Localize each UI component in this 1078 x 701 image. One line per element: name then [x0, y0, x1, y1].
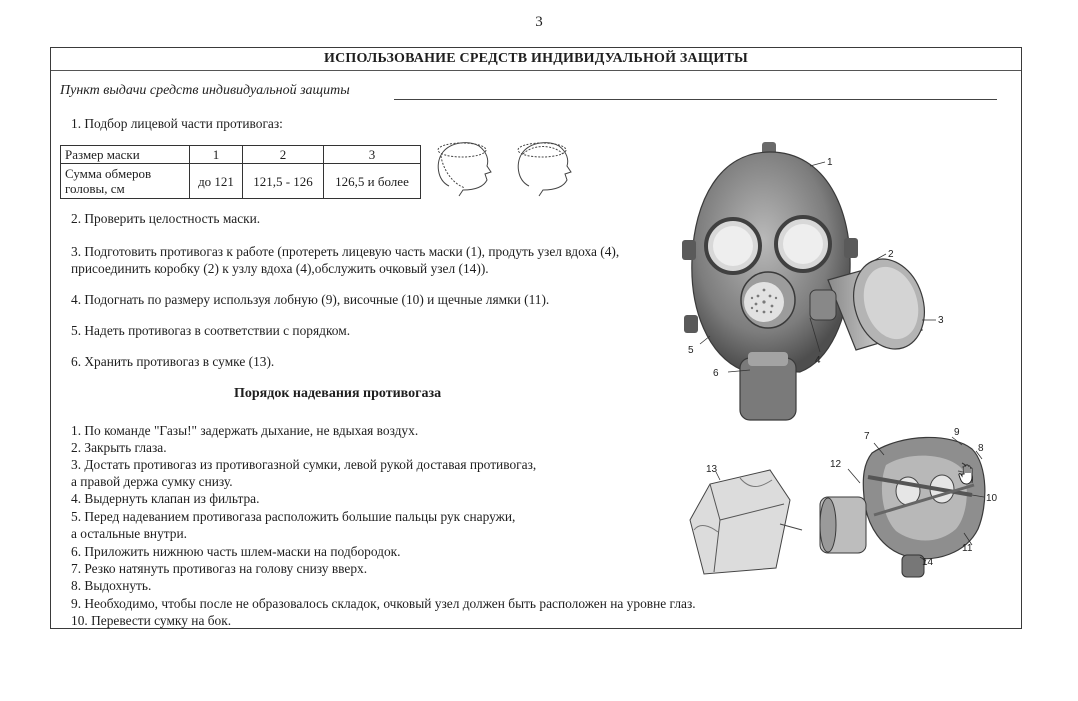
callout-label: 12: [830, 459, 842, 470]
order-title: Порядок надевания противогаза: [234, 386, 442, 401]
document-title: ИСПОЛЬЗОВАНИЕ СРЕДСТВ ИНДИВИДУАЛЬНОЙ ЗАЩИТЫ: [324, 51, 748, 66]
callout-label: 3: [938, 315, 944, 326]
table-row: [61, 164, 421, 199]
callout-label: 6: [713, 368, 719, 379]
callout-label: 11: [962, 543, 973, 554]
table-cell: 3: [324, 146, 421, 164]
step-3-line-2: присоединить коробку (2) к узлу вдоха (4),обслужить очковый узел (14)).: [71, 261, 489, 276]
table-cell: Размер маски: [61, 146, 190, 164]
order-line-12: 10. Перевести сумку на бок.: [71, 613, 232, 628]
callout-label: 14: [922, 557, 934, 568]
gas-mask-bag-illustration: [680, 460, 810, 580]
step-6: 6. Хранить противогаз в сумке (13).: [71, 354, 275, 369]
order-line-10: 8. Выдохнуть.: [71, 578, 152, 593]
order-line-1: 1. По команде "Газы!" задержать дыхание, не вдыхая воздух.: [71, 423, 419, 438]
table-cell: до 121: [190, 164, 243, 199]
table-cell: 1: [190, 146, 243, 164]
title-divider: [51, 70, 1021, 71]
order-line-5: 4. Выдернуть клапан из фильтра.: [71, 491, 260, 506]
mask-back-illustration: [812, 425, 1012, 585]
hand-cursor-icon: [958, 464, 978, 486]
table-cell: 126,5 и более: [324, 164, 421, 199]
callout-label: 5: [688, 345, 694, 356]
order-line-8: 6. Приложить нижнюю часть шлем-маски на подбородок.: [71, 544, 401, 559]
table-row: [61, 146, 421, 164]
table-cell: 2: [243, 146, 324, 164]
gas-mask-illustration: [660, 140, 960, 430]
step-4: 4. Подогнать по размеру используя лобную (9), височные (10) и щечные лямки (11).: [71, 292, 550, 307]
callout-label: 8: [978, 443, 984, 454]
step-5: 5. Надеть противогаз в соответствии с порядком.: [71, 323, 351, 338]
callout-label: 9: [954, 427, 960, 438]
order-line-11: 9. Необходимо, чтобы после не образовалось складок, очковый узел должен быть расположен на уровне глаз.: [71, 596, 696, 611]
frame-bottom-edge: [50, 628, 1022, 629]
page-number: 3: [535, 14, 543, 30]
callout-label: 13: [706, 464, 718, 475]
callout-label: 2: [888, 249, 894, 260]
mask-size-table: [60, 145, 421, 199]
order-line-9: 7. Резко натянуть противогаз на голову снизу вверх.: [71, 561, 368, 576]
callout-label: 4: [815, 355, 821, 366]
point-fill-line: [394, 99, 997, 100]
table-cell: Сумма обмеров головы, см: [61, 164, 190, 199]
order-line-7: а остальные внутри.: [71, 526, 187, 541]
head-measure-illustration: [429, 136, 589, 198]
table-cell: 121,5 - 126: [243, 164, 324, 199]
callout-label: 10: [986, 493, 998, 504]
step-2: 2. Проверить целостность маски.: [71, 211, 261, 226]
order-line-4: а правой держа сумку снизу.: [71, 474, 233, 489]
callout-label: 7: [864, 431, 870, 442]
step-1: 1. Подбор лицевой части противогаз:: [71, 116, 283, 131]
order-line-2: 2. Закрыть глаза.: [71, 440, 167, 455]
step-3-line-1: 3. Подготовить противогаз к работе (протереть лицевую часть маски (1), продуть узел вдоха (4),: [71, 244, 620, 259]
order-line-6: 5. Перед надеванием противогаза расположить большие пальцы рук снаружи,: [71, 509, 516, 524]
point-label: Пункт выдачи средств индивидуальной защиты: [60, 83, 350, 98]
order-line-3: 3. Достать противогаз из противогазной сумки, левой рукой доставая противогаз,: [71, 457, 537, 472]
callout-label: 1: [827, 157, 833, 168]
